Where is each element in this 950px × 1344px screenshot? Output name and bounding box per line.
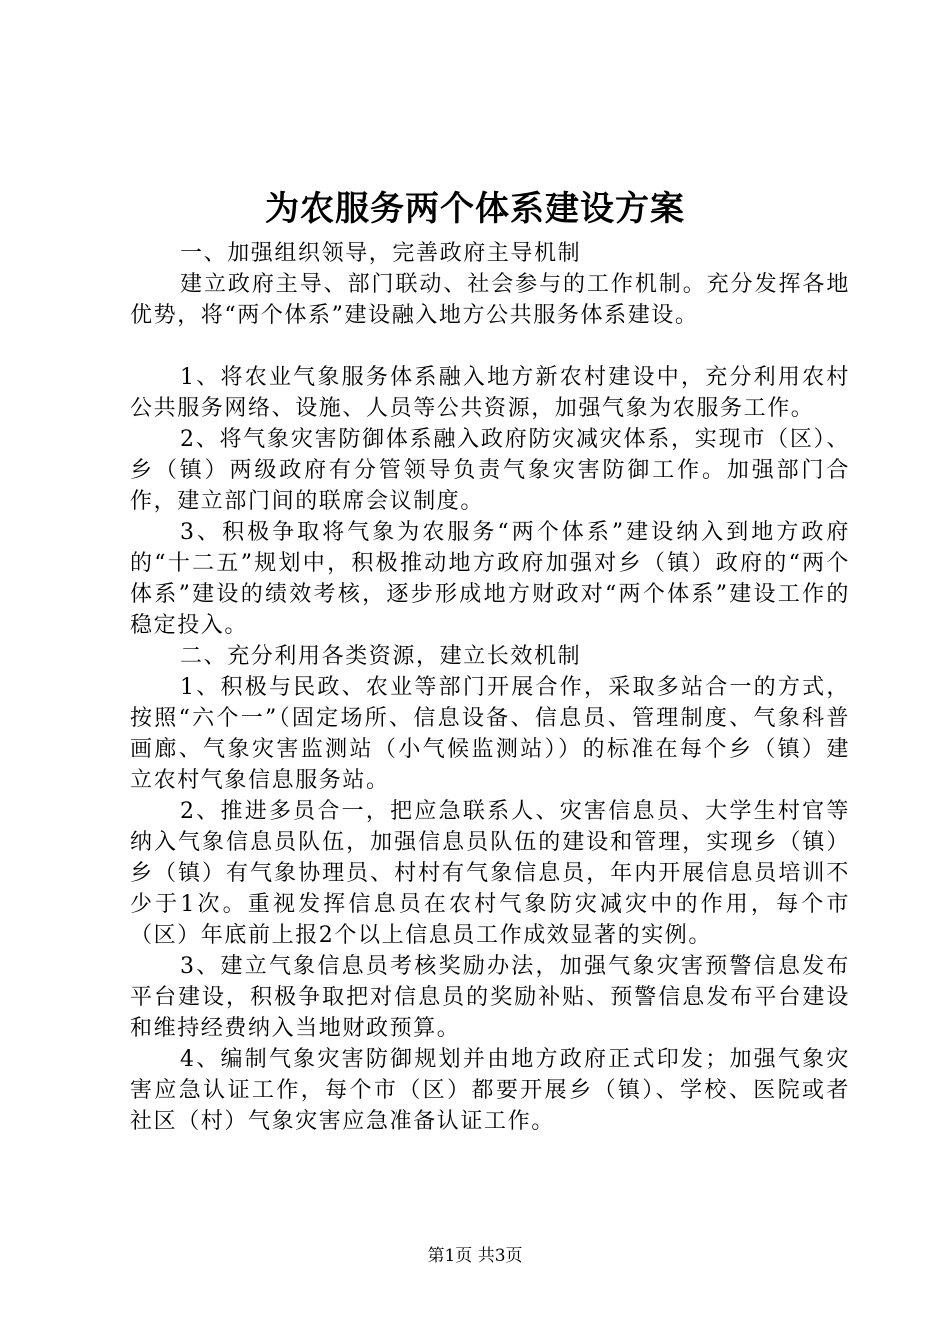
paragraph-item-1-2: 2、将气象灾害防御体系融入政府防灾减灾体系，实现市（区）、乡（镇）两级政府有分管领导负责气象灾害防御工作。加强部门合作，建立部门间的联席会议制度。 <box>130 427 850 514</box>
paragraph-item-2-4: 4、编制气象灾害防御规划并由地方政府正式印发；加强气象灾害应急认证工作，每个市（区）都要开展乡（镇）、学校、医院或者社区（村）气象灾害应急准备认证工作。 <box>130 1047 850 1134</box>
paragraph-item-2-2: 2、推进多员合一，把应急联系人、灾害信息员、大学生村官等纳入气象信息员队伍，加强信息员队伍的建设和管理，实现乡（镇）乡（镇）有气象协理员、村村有气象信息员，年内开展信息员培训不少于1次。重视发挥信息员在农村气象防灾减灾中的作用，每个市（区）年底前上报2个以上信息员工作成效显著的实例。 <box>130 799 850 948</box>
paragraph-item-2-1: 1、积极与民政、农业等部门开展合作，采取多站合一的方式，按照“六个一”（固定场所、信息设备、信息员、管理制度、气象科普画廊、气象灾害监测站（小气候监测站））的标准在每个乡（镇）建立农村气象信息服务站。 <box>130 675 850 793</box>
paragraph-intro: 建立政府主导、部门联动、社会参与的工作机制。充分发挥各地优势，将“两个体系”建设融入地方公共服务体系建设。 <box>130 272 850 328</box>
page-number: 第1页 共3页 <box>427 1246 523 1266</box>
document-title: 为农服务两个体系建设方案 <box>265 189 685 229</box>
document-body <box>130 238 850 1137</box>
section-heading-2: 二、充分利用各类资源，建立长效机制 <box>180 644 582 669</box>
paragraph-item-2-3: 3、建立气象信息员考核奖励办法，加强气象灾害预警信息发布平台建设，积极争取把对信息员的奖励补贴、预警信息发布平台建设和维持经费纳入当地财政预算。 <box>130 954 850 1041</box>
paragraph-item-1-3: 3、积极争取将气象为农服务“两个体系”建设纳入到地方政府的“十二五”规划中，积极推动地方政府加强对乡（镇）政府的“两个体系”建设的绩效考核，逐步形成地方财政对“两个体系”建设工作的稳定投入。 <box>130 520 850 638</box>
section-heading-1: 一、加强组织领导，完善政府主导机制 <box>180 241 582 266</box>
paragraph-item-1-1: 1、将农业气象服务体系融入地方新农村建设中，充分利用农村公共服务网络、设施、人员等公共资源，加强气象为农服务工作。 <box>130 365 850 421</box>
